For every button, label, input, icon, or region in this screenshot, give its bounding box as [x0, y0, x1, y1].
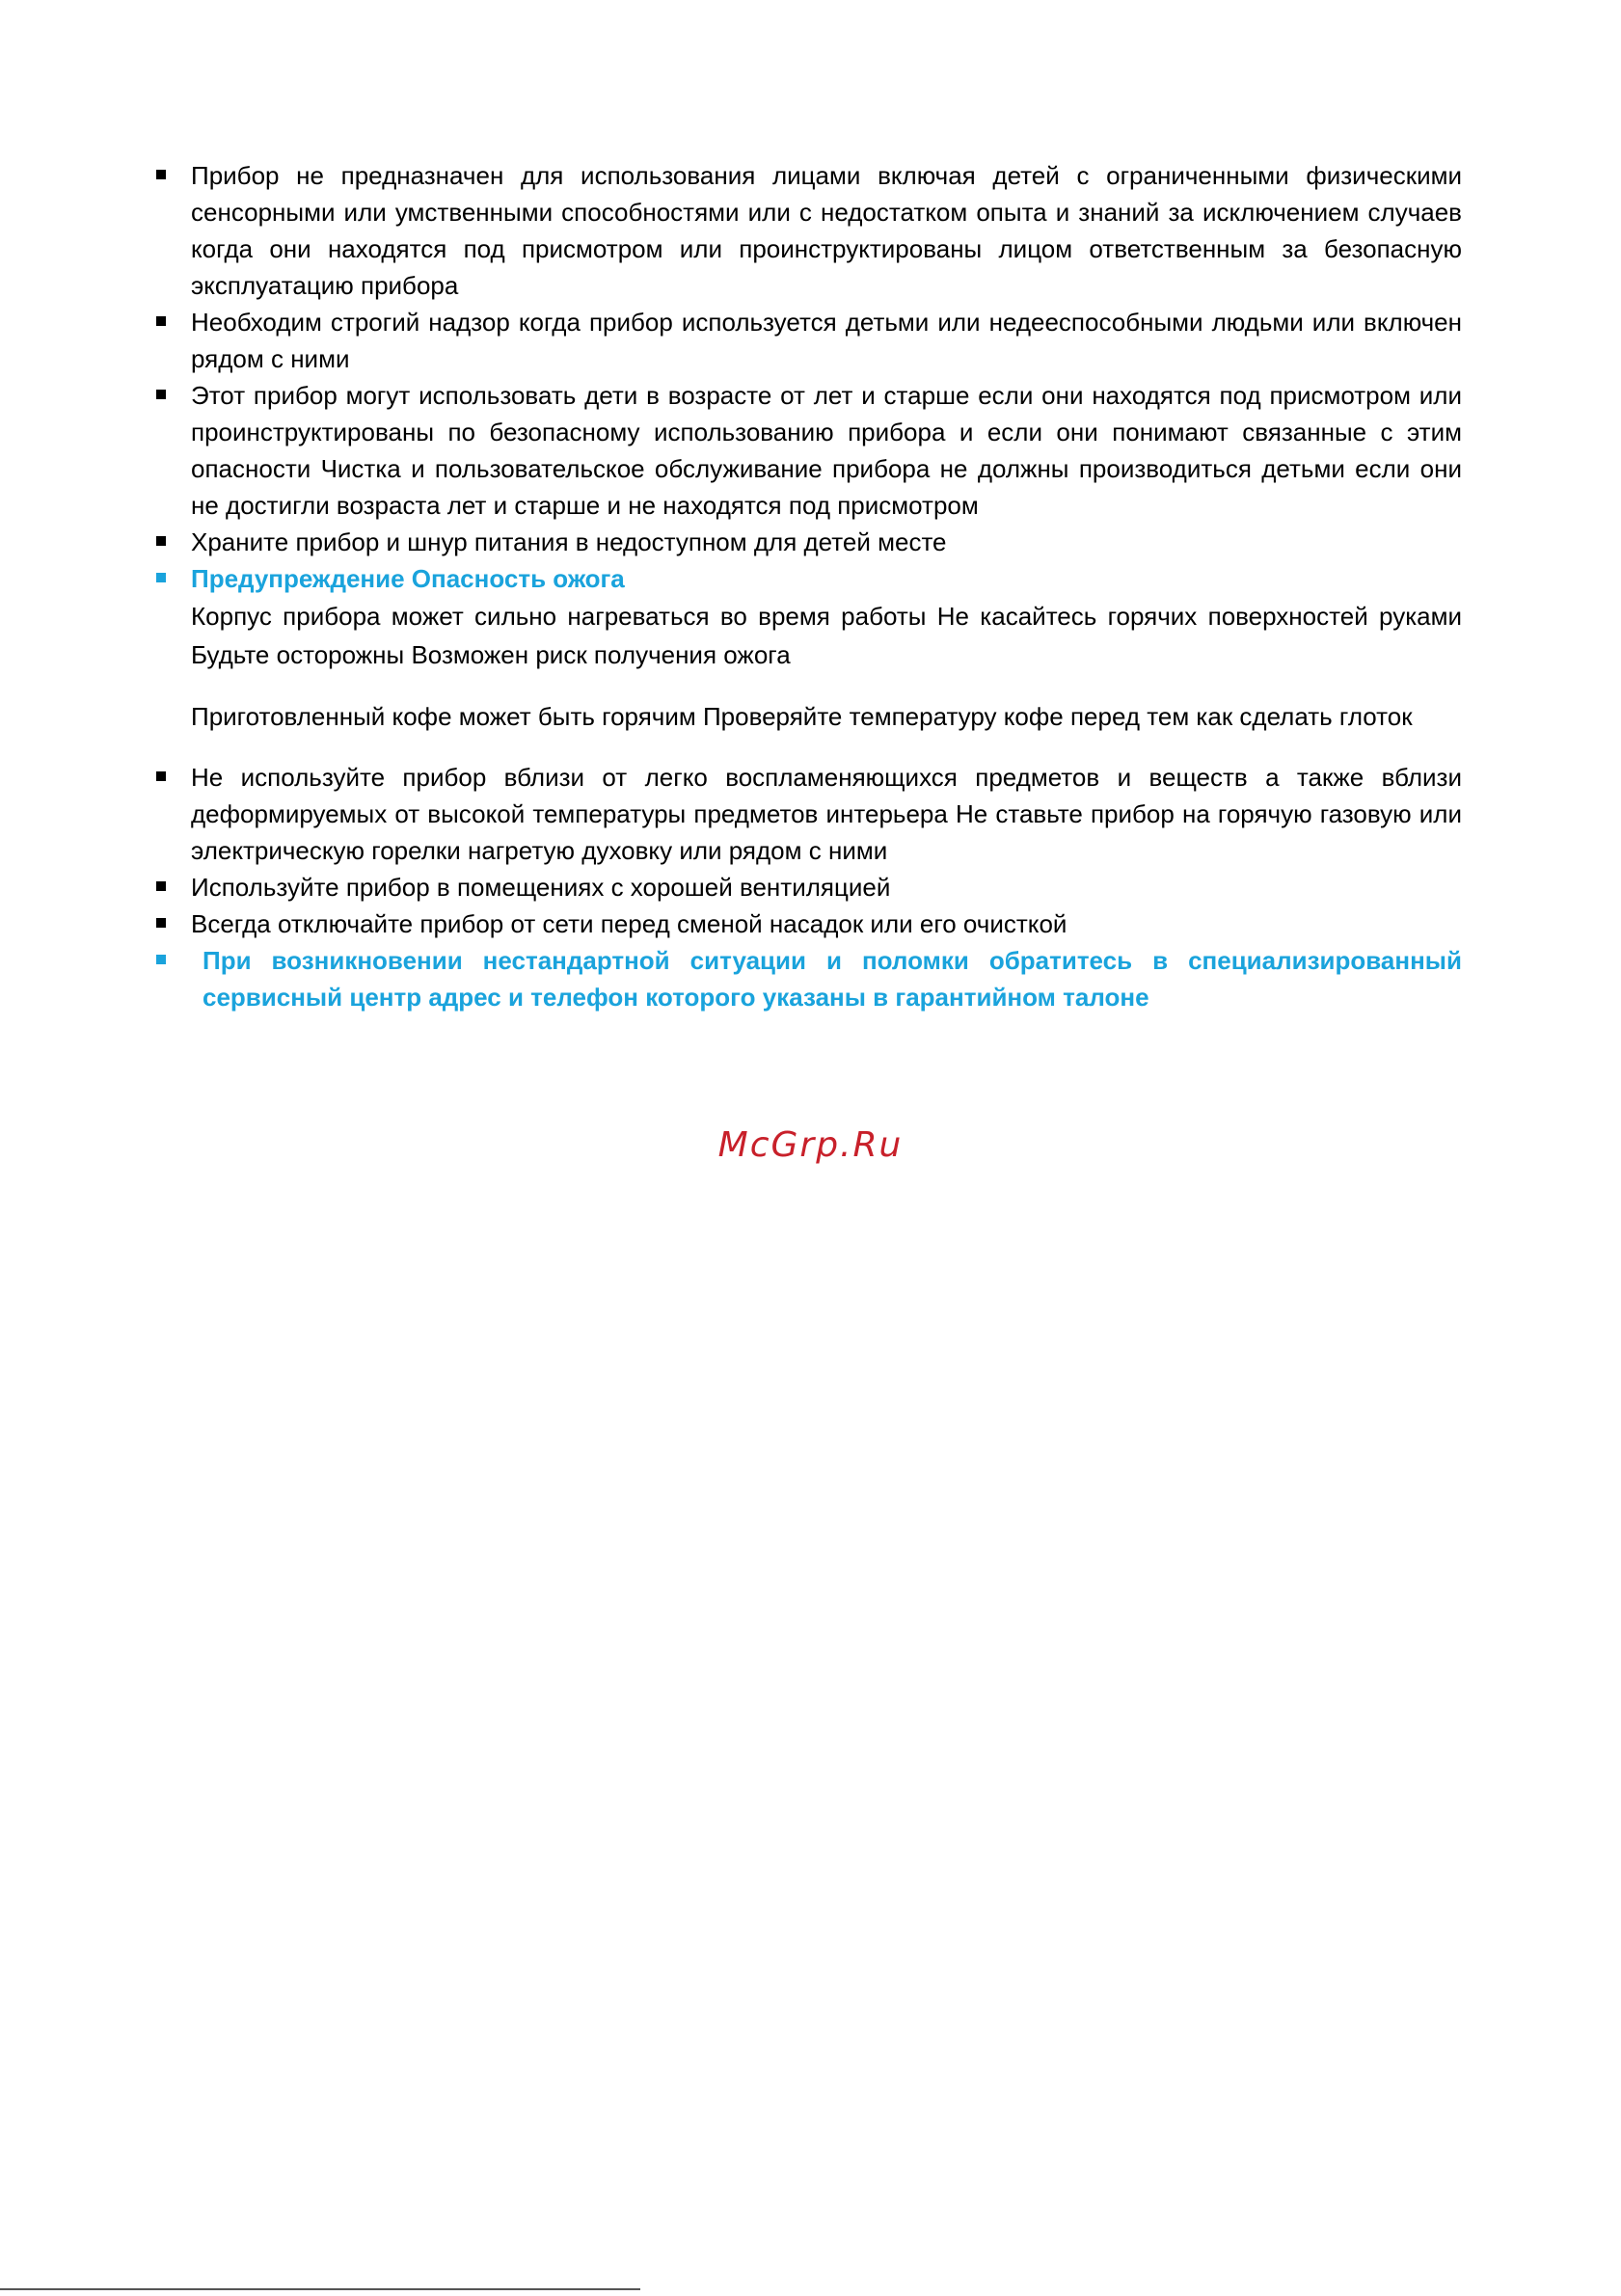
spacer — [154, 674, 1462, 697]
bullet-icon — [156, 955, 166, 964]
list-item — [154, 377, 1462, 524]
safety-instructions — [154, 157, 1462, 1015]
list-item — [154, 869, 1462, 905]
bullet-icon — [156, 918, 166, 928]
list-item — [154, 304, 1462, 377]
list-item-text: Прибор не предназначен для использования лицами включая детей с ограниченными физическими сенсорными или умственными способностями или с недостатком опыта и знаний за исключением случаев когда они находятся под присмотром или проинструктированы лицом ответственным за безопасную эксплуатацию прибора — [191, 161, 1462, 300]
bullet-icon — [156, 170, 166, 179]
warning-heading-item — [154, 560, 1462, 597]
list-item — [154, 157, 1462, 304]
bullet-icon — [156, 390, 166, 399]
watermark-logo: McGrp.Ru — [717, 1125, 904, 1165]
list-item-text: Необходим строгий надзор когда прибор используется детьми или недееспособными людьми или включен рядом с ними — [191, 308, 1462, 373]
service-notice-text: При возникновении нестандартной ситуации и поломки обратитесь в специализированный сервисный центр адрес и телефон которого указаны в гарантийном талоне — [203, 946, 1462, 1012]
list-item-text: Храните прибор и шнур питания в недоступном для детей месте — [191, 527, 947, 556]
bullet-icon — [156, 316, 166, 326]
list-item-text: Этот прибор могут использовать дети в возрасте от лет и старше если они находятся под присмотром или проинструктированы по безопасному использованию прибора и если они понимают связанные с этим опасности Чистка и пользовательское обслуживание прибора не должны производиться детьми если они не достигли возраста лет и старше и не находятся под присмотром — [191, 381, 1462, 520]
bullet-icon — [156, 573, 166, 582]
list-item-text: Используйте прибор в помещениях с хорошей вентиляцией — [191, 873, 891, 902]
footer-divider — [0, 2288, 640, 2290]
bullet-icon — [156, 536, 166, 546]
bullet-icon — [156, 881, 166, 891]
list-item-text: Всегда отключайте прибор от сети перед сменой насадок или его очисткой — [191, 909, 1067, 938]
list-item — [154, 759, 1462, 869]
warning-paragraph: Приготовленный кофе может быть горячим Проверяйте температуру кофе перед тем как сделать глоток — [191, 702, 1413, 731]
warning-title: Предупреждение Опасность ожога — [191, 564, 625, 593]
list-item — [154, 905, 1462, 942]
list-item-text: Не используйте прибор вблизи от легко воспламеняющихся предметов и веществ а также вблизи деформируемых от высокой температуры предметов интерьера Не ставьте прибор на горячую газовую или электрическую горелки нагретую духовку или рядом с ними — [191, 763, 1462, 865]
bullet-icon — [156, 771, 166, 781]
warning-paragraph: Корпус прибора может сильно нагреваться во время работы Не касайтесь горячих поверхностей руками Будьте осторожны Возможен риск получения ожога — [191, 602, 1462, 669]
list-item — [154, 524, 1462, 560]
service-notice-item — [154, 942, 1462, 1015]
spacer — [154, 736, 1462, 759]
